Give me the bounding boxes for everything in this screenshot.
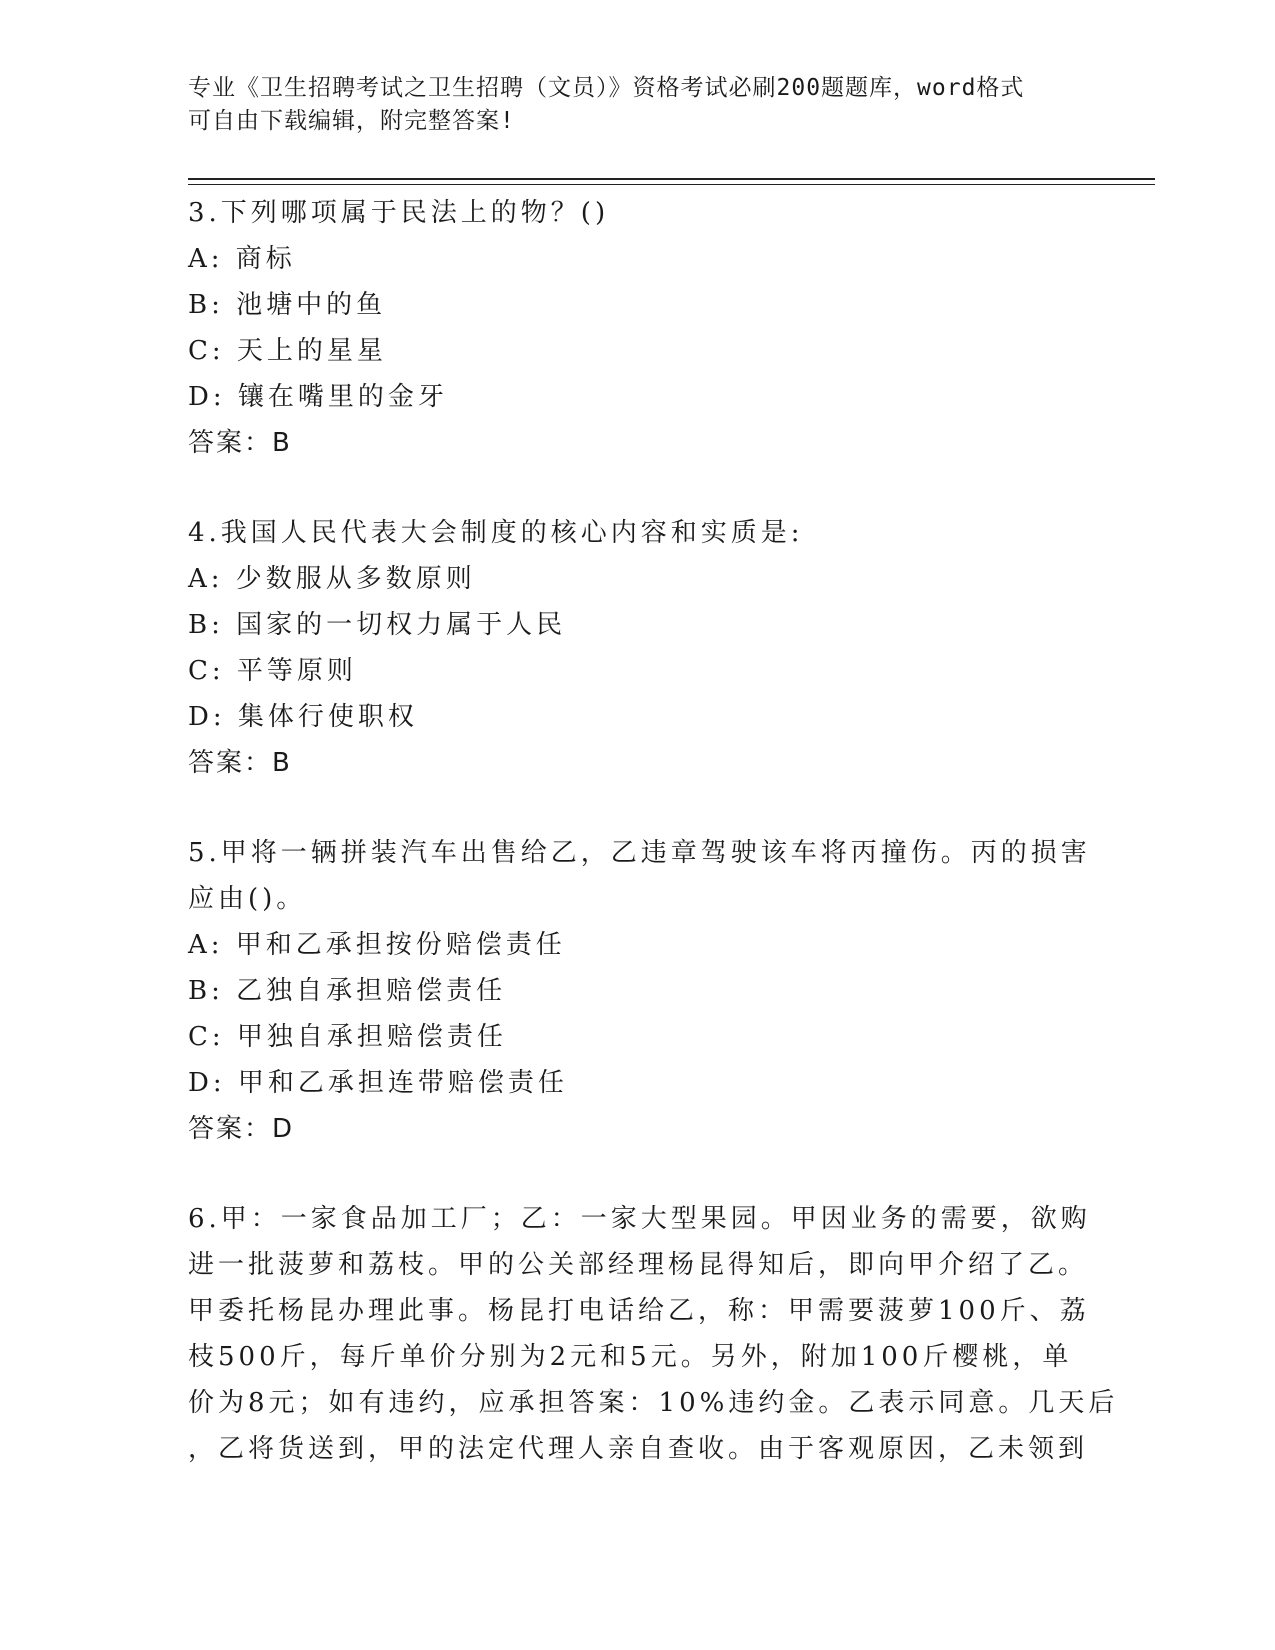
question-list (188, 190, 1119, 1472)
option-a: A: 商标 (188, 244, 296, 274)
question-stem-cont: 价为8元；如有违约，应承担答案：10%违约金。乙表示同意。几天后 (188, 1388, 1119, 1418)
question-stem-cont: 应由()。 (188, 884, 307, 914)
question-stem: 5.甲将一辆拼装汽车出售给乙，乙违章驾驶该车将丙撞伤。丙的损害 (188, 838, 1091, 868)
question-stem: 3.下列哪项属于民法上的物？() (188, 198, 610, 228)
question-block (188, 1196, 1119, 1472)
answer-line: 答案：D (188, 1114, 295, 1144)
header-rule-thick (188, 178, 1155, 180)
answer-line: 答案：B (188, 748, 292, 778)
option-d: D: 甲和乙承担连带赔偿责任 (188, 1068, 568, 1098)
header-rule-thin (188, 184, 1155, 185)
option-a: A: 少数服从多数原则 (188, 564, 476, 594)
option-c: C: 平等原则 (188, 656, 357, 686)
option-b: B: 乙独自承担赔偿责任 (188, 976, 507, 1006)
option-c: C: 天上的星星 (188, 336, 387, 366)
question-stem-cont: 枝500斤，每斤单价分别为2元和5元。另外，附加100斤樱桃，单 (188, 1342, 1073, 1372)
answer-line: 答案：B (188, 428, 292, 458)
question-stem: 6.甲：一家食品加工厂；乙：一家大型果园。甲因业务的需要，欲购 (188, 1204, 1091, 1234)
question-stem-cont: 进一批菠萝和荔枝。甲的公关部经理杨昆得知后，即向甲介绍了乙。 (188, 1250, 1089, 1280)
document-header (188, 72, 1088, 138)
header-line-2: 可自由下载编辑，附完整答案! (188, 108, 515, 134)
header-line-1: 专业《卫生招聘考试之卫生招聘（文员）》资格考试必刷200题题库，word格式 (188, 75, 1025, 101)
option-c: C: 甲独自承担赔偿责任 (188, 1022, 507, 1052)
option-d: D: 集体行使职权 (188, 702, 418, 732)
question-block (188, 190, 1088, 466)
question-block (188, 830, 1091, 1152)
option-b: B: 池塘中的鱼 (188, 290, 387, 320)
question-block (188, 510, 1088, 786)
question-stem: 4.我国人民代表大会制度的核心内容和实质是: (188, 518, 804, 548)
question-stem-cont: ，乙将货送到，甲的法定代理人亲自查收。由于客观原因，乙未领到 (188, 1434, 1089, 1464)
option-d: D: 镶在嘴里的金牙 (188, 382, 448, 412)
question-stem-cont: 甲委托杨昆办理此事。杨昆打电话给乙，称：甲需要菠萝100斤、荔 (188, 1296, 1090, 1326)
option-a: A: 甲和乙承担按份赔偿责任 (188, 930, 566, 960)
option-b: B: 国家的一切权力属于人民 (188, 610, 567, 640)
